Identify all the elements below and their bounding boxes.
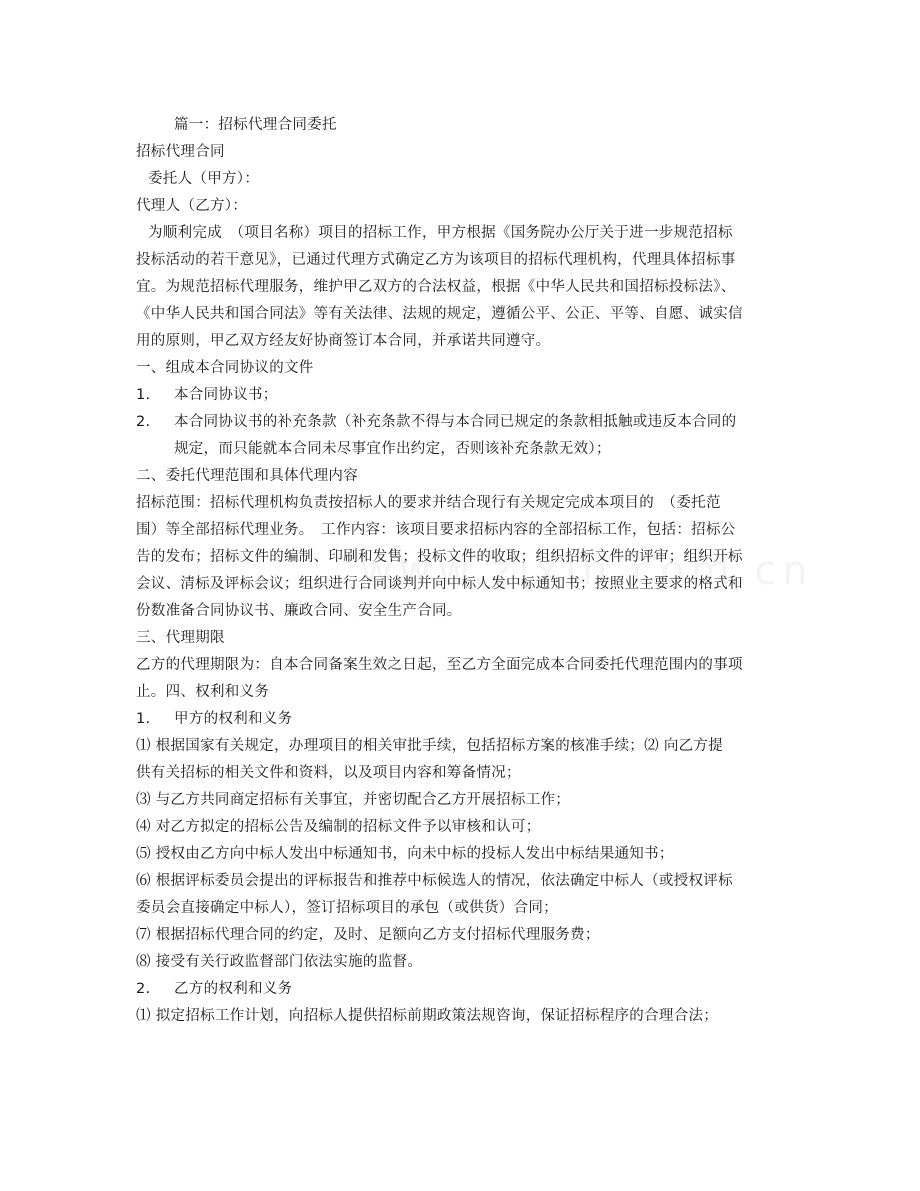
line-text: 宜。为规范招标代理服务，维护甲乙双方的合法权益，根据《中华人民共和国招标投标法》、 bbox=[136, 279, 736, 295]
document-line bbox=[136, 166, 788, 193]
line-text: 三、代理期限 bbox=[136, 630, 225, 646]
line-text: 为顺利完成 （项目名称）项目的招标工作，甲方根据《国务院办公厅关于进一步规范招标 bbox=[148, 225, 733, 241]
document-line bbox=[136, 706, 788, 733]
document-body bbox=[136, 112, 788, 1030]
line-text: 供有关招标的相关文件和资料，以及项目内容和筹备情况； bbox=[136, 765, 521, 781]
list-number: 1. bbox=[136, 711, 151, 727]
line-text: ⑺ 根据招标代理合同的约定，及时、足额向乙方支付招标代理服务费； bbox=[136, 927, 600, 943]
document-line bbox=[136, 1003, 788, 1030]
line-text: 代理人（乙方）： bbox=[136, 198, 248, 214]
line-text: 一、组成本合同协议的文件 bbox=[136, 360, 314, 376]
document-line bbox=[136, 976, 788, 1003]
document-line bbox=[136, 571, 788, 598]
document-line bbox=[136, 463, 788, 490]
document-line bbox=[136, 490, 788, 517]
document-line bbox=[136, 895, 788, 922]
document-line bbox=[136, 760, 788, 787]
line-text: 规定，而只能就本合同未尽事宜作出约定，否则该补充条款无效）； bbox=[174, 441, 611, 457]
document-line bbox=[136, 409, 788, 436]
document-line bbox=[136, 112, 788, 139]
line-text: 乙方的代理期限为：自本合同备案生效之日起，至乙方全面完成本合同委托代理范围内的事项 bbox=[136, 657, 743, 673]
document-line bbox=[136, 598, 788, 625]
list-number: 2. bbox=[136, 414, 151, 430]
line-text: 用的原则，甲乙双方经友好协商签订本合同，并承诺共同遵守。 bbox=[136, 333, 551, 349]
document-line bbox=[136, 679, 788, 706]
document-title: 篇一：招标代理合同委托 bbox=[174, 117, 337, 133]
document-line bbox=[136, 193, 788, 220]
line-text: 招标代理合同 bbox=[136, 144, 225, 160]
document-line bbox=[136, 220, 788, 247]
line-text: ⑸ 授权由乙方向中标人发出中标通知书，向未中标的投标人发出中标结果通知书； bbox=[136, 846, 674, 862]
document-line bbox=[136, 382, 788, 409]
line-text: 招标范围：招标代理机构负责按招标人的要求并结合现行有关规定完成本项目的 （委托范 bbox=[136, 495, 721, 511]
document-line bbox=[136, 355, 788, 382]
document-line bbox=[136, 247, 788, 274]
document-line bbox=[136, 787, 788, 814]
line-text: 投标活动的若干意见》，已通过代理方式确定乙方为该项目的招标代理机构，代理具体招标事 bbox=[136, 252, 736, 268]
document-line bbox=[136, 868, 788, 895]
line-text: 《中华人民共和国合同法》等有关法律、法规的规定，遵循公平、公正、平等、自愿、诚实信 bbox=[136, 306, 743, 322]
document-line bbox=[136, 139, 788, 166]
line-text: 二、委托代理范围和具体代理内容 bbox=[136, 468, 358, 484]
line-text: 告的发布；招标文件的编制、印刷和发售；投标文件的收取；组织招标文件的评审；组织开标 bbox=[136, 549, 743, 565]
document-line bbox=[136, 949, 788, 976]
line-text: ⑷ 对乙方拟定的招标公告及编制的招标文件予以审核和认可； bbox=[136, 819, 541, 835]
document-line bbox=[136, 814, 788, 841]
document-line bbox=[136, 733, 788, 760]
line-text: 会议、清标及评标会议；组织进行合同谈判并向中标人发中标通知书；按照业主要求的格式和 bbox=[136, 576, 743, 592]
line-text: 本合同协议书的补充条款（补充条款不得与本合同已规定的条款相抵触或违反本合同的 bbox=[174, 414, 737, 430]
line-text: ⑻ 接受有关行政监督部门依法实施的监督。 bbox=[136, 954, 423, 970]
line-text: 本合同协议书； bbox=[174, 387, 278, 403]
line-text: 委托人（甲方）： bbox=[148, 171, 260, 187]
document-line bbox=[136, 517, 788, 544]
document-line bbox=[136, 922, 788, 949]
list-number: 2. bbox=[136, 981, 151, 997]
document-line bbox=[136, 652, 788, 679]
document-line bbox=[136, 301, 788, 328]
line-text: 委员会直接确定中标人），签订招标项目的承包（或供货）合同； bbox=[136, 900, 558, 916]
document-line bbox=[136, 625, 788, 652]
line-text: ⑴ 根据国家有关规定，办理项目的相关审批手续，包括招标方案的核准手续；⑵ 向乙方提 bbox=[136, 738, 724, 754]
line-text: 甲方的权利和义务 bbox=[174, 711, 293, 727]
document-line bbox=[136, 328, 788, 355]
document-line bbox=[136, 841, 788, 868]
line-text: 止。四、权利和义务 bbox=[136, 684, 270, 700]
line-text: 份数准备合同协议书、廉政合同、安全生产合同。 bbox=[136, 603, 462, 619]
document-line bbox=[136, 274, 788, 301]
line-text: 乙方的权利和义务 bbox=[174, 981, 293, 997]
line-text: ⑶ 与乙方共同商定招标有关事宜，并密切配合乙方开展招标工作； bbox=[136, 792, 571, 808]
list-number: 1. bbox=[136, 387, 151, 403]
line-text: ⑹ 根据评标委员会提出的评标报告和推荐中标候选人的情况，依法确定中标人（或授权评标 bbox=[136, 873, 733, 889]
line-text: ⑴ 拟定招标工作计划，向招标人提供招标前期政策法规咨询，保证招标程序的合理合法； bbox=[136, 1008, 719, 1024]
document-line bbox=[136, 544, 788, 571]
line-text: 围）等全部招标代理业务。 工作内容：该项目要求招标内容的全部招标工作，包括：招标公 bbox=[136, 522, 736, 538]
document-line bbox=[136, 436, 788, 463]
